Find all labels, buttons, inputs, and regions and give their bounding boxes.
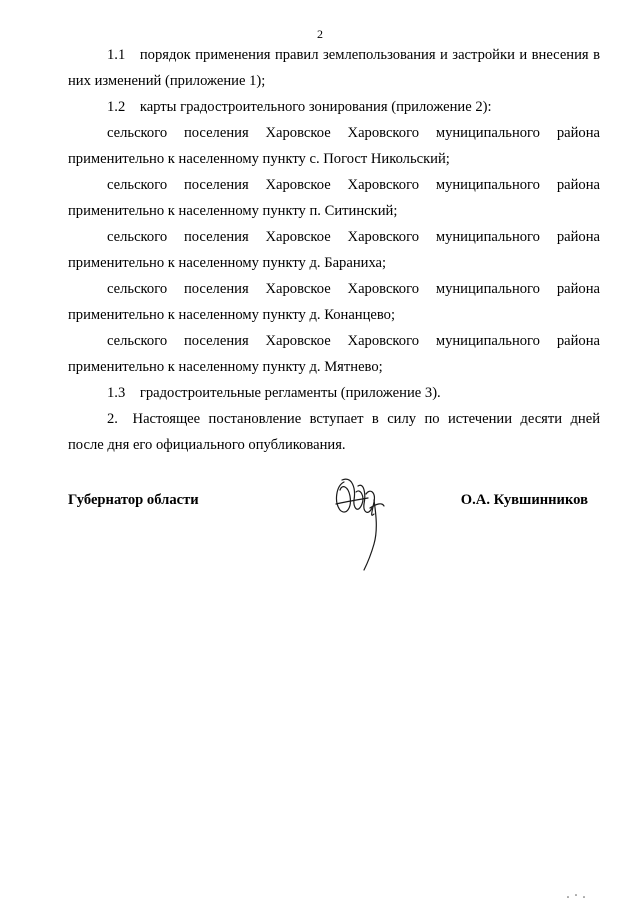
paragraph-1-1: 1.1 порядок применения правил землепользования и застройки и внесения в них изменений (приложение 1); xyxy=(68,47,600,89)
paragraph-1-2: 1.2 карты градостроительного зонирования (приложение 2): xyxy=(107,99,492,115)
signatory-title: Губернатор области xyxy=(68,492,199,508)
document-body xyxy=(68,42,600,458)
paragraph-zoning-sitinsky: сельского поселения Харовское Харовского муниципального района применительно к населенному пункту п. Ситинский; xyxy=(68,177,600,219)
page-number: 2 xyxy=(317,27,323,41)
paragraph-zoning-myatnevo: сельского поселения Харовское Харовского муниципального района применительно к населенному пункту д. Мятнево; xyxy=(68,333,600,375)
scan-artifact-dots xyxy=(566,893,590,899)
paragraph-zoning-konantsevo: сельского поселения Харовское Харовского муниципального района применительно к населенному пункту д. Конанцево; xyxy=(68,281,600,323)
paragraph-2: 2. Настоящее постановление вступает в силу по истечении десяти дней после дня его официального опубликования. xyxy=(68,411,600,453)
signatory-name: О.А. Кувшинников xyxy=(460,492,588,508)
paragraph-zoning-baranikha: сельского поселения Харовское Харовского муниципального района применительно к населенному пункту д. Бараниха; xyxy=(68,229,600,271)
signature-block xyxy=(68,492,600,572)
handwritten-signature xyxy=(330,474,390,579)
paragraph-1-3: 1.3 градостроительные регламенты (приложение 3). xyxy=(107,385,441,401)
paragraph-zoning-pogost-nikolsky: сельского поселения Харовское Харовского муниципального района применительно к населенному пункту с. Погост Никольский; xyxy=(68,125,600,167)
